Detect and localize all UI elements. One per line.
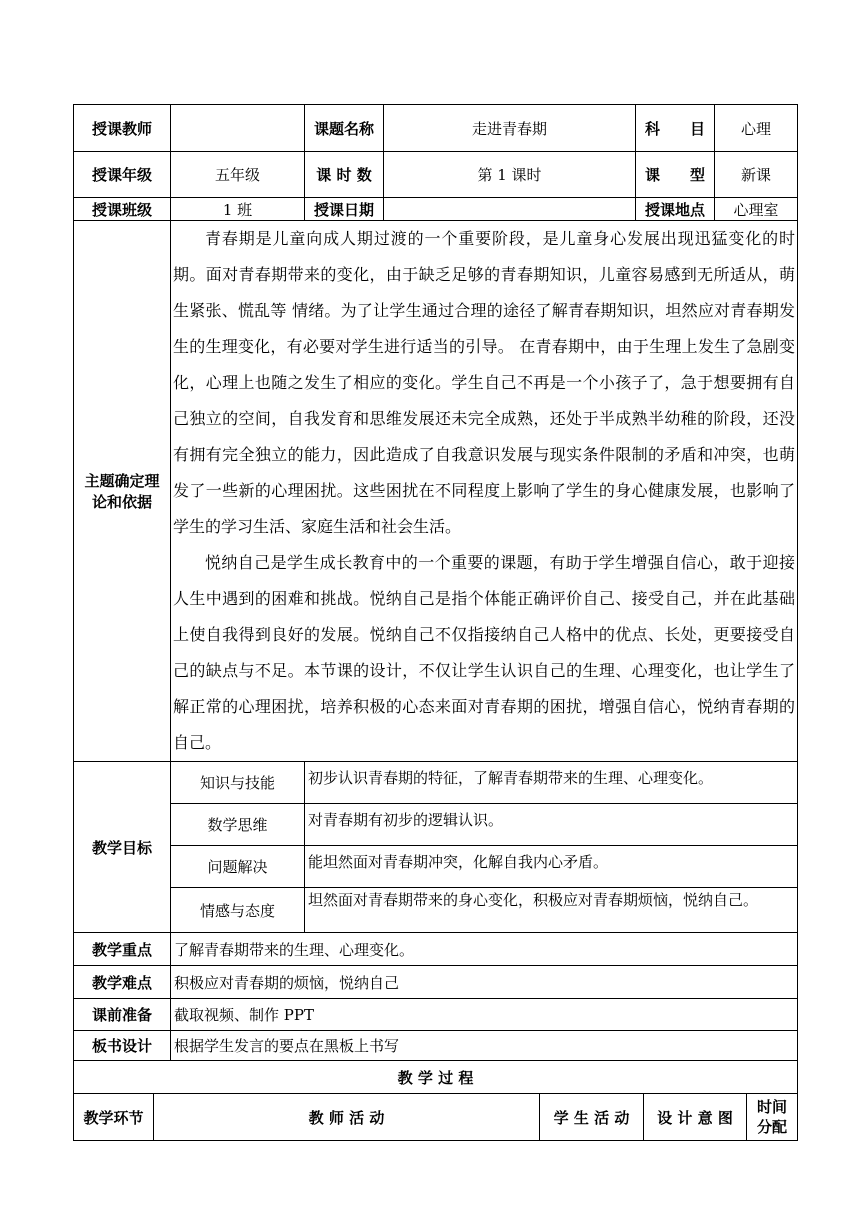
topic-label: 课题名称 — [305, 105, 384, 152]
difficulty-label: 教学难点 — [74, 966, 171, 999]
info-table — [73, 104, 798, 221]
body-table — [73, 220, 798, 1061]
basis-paragraph-2: 悦纳自己是学生成长教育中的一个重要的课题，有助于学生增强自信心，敢于迎接人生中遇到的困难和挑战。悦纳自己是指个体能正确评价自己、接受自己，并在此基础上使自我得到良好的发展。悦纳自己不仅指接纳自己人格中的优点、长处，更要接受自己的缺点与不足。本节课的设计，不仅让学生认识自己的生理、心理变化，也让学生了解正常的心理困扰，培养积极的心态来面对青春期的困扰，增强自信心，悦纳青春期的自己。 — [173, 553, 795, 752]
col-stage: 教学环节 — [74, 1094, 154, 1141]
basis-content — [171, 221, 798, 762]
process-table — [73, 1060, 798, 1141]
process-title: 教 学 过 程 — [74, 1061, 798, 1094]
type-value: 新课 — [715, 152, 798, 198]
objective-text: 能坦然面对青春期冲突，化解自我内心矛盾。 — [305, 846, 798, 888]
subject-value: 心理 — [715, 105, 798, 152]
preparation-label: 课前准备 — [74, 999, 171, 1031]
grade-value: 五年级 — [171, 152, 305, 198]
objective-text: 坦然面对青春期带来的身心变化，积极应对青春期烦恼，悦纳自己。 — [305, 888, 798, 933]
date-label: 授课日期 — [305, 198, 384, 221]
place-label: 授课地点 — [636, 198, 715, 221]
basis-label: 主题确定理论和依据 — [74, 221, 171, 762]
board-label: 板书设计 — [74, 1031, 171, 1061]
col-design-intent: 设 计 意 图 — [644, 1094, 747, 1141]
objective-name: 情感与态度 — [171, 888, 305, 933]
hours-value: 第 1 课时 — [384, 152, 636, 198]
hours-label: 课 时 数 — [305, 152, 384, 198]
key-point-label: 教学重点 — [74, 933, 171, 966]
objective-text: 初步认识青春期的特征，了解青春期带来的生理、心理变化。 — [305, 762, 798, 804]
key-point-text: 了解青春期带来的生理、心理变化。 — [171, 933, 798, 966]
teacher-label: 授课教师 — [74, 105, 171, 152]
lesson-plan-sheet — [73, 104, 797, 1141]
class-label: 授课班级 — [74, 198, 171, 221]
place-value: 心理室 — [715, 198, 798, 221]
board-text: 根据学生发言的要点在黑板上书写 — [171, 1031, 798, 1061]
grade-label: 授课年级 — [74, 152, 171, 198]
objective-name: 问题解决 — [171, 846, 305, 888]
objective-name: 数学思维 — [171, 804, 305, 846]
col-teacher-activity: 教 师 活 动 — [154, 1094, 540, 1141]
objective-name: 知识与技能 — [171, 762, 305, 804]
type-label: 课 型 — [636, 152, 715, 198]
objective-text: 对青春期有初步的逻辑认识。 — [305, 804, 798, 846]
class-value: 1 班 — [171, 198, 305, 221]
teacher-value — [171, 105, 305, 152]
date-value — [384, 198, 636, 221]
preparation-text: 截取视频、制作 PPT — [171, 999, 798, 1031]
objectives-label: 教学目标 — [74, 762, 171, 933]
col-student-activity: 学 生 活 动 — [540, 1094, 644, 1141]
topic-value: 走进青春期 — [384, 105, 636, 152]
col-time-allocation: 时间分配 — [747, 1094, 798, 1141]
basis-paragraph-1: 青春期是儿童向成人期过渡的一个重要阶段，是儿童身心发展出现迅猛变化的时期。面对青春期带来的变化，由于缺乏足够的青春期知识，儿童容易感到无所适从，萌生紧张、慌乱等 情绪。为了让学生通过合理的途径了解青春期知识，坦然应对青春期发生的生理变化，有必要对学生进行适当的引导。 在青春期中，由于生理上发生了急剧变化，心理上也随之发生了相应的变化。学生自己不再是一个小孩子了，急于想要拥有自己独立的空间，自我发育和思维发展还未完全成熟，还处于半成熟半幼稚的阶段，还没有拥有完全独立的能力，因此造成了自我意识发展与现实条件限制的矛盾和冲突，也萌发了一些新的心理困扰。这些困扰在不同程度上影响了学生的身心健康发展，也影响了学生的学习生活、家庭生活和社会生活。 — [173, 229, 795, 536]
difficulty-text: 积极应对青春期的烦恼，悦纳自己 — [171, 966, 798, 999]
subject-label: 科 目 — [636, 105, 715, 152]
